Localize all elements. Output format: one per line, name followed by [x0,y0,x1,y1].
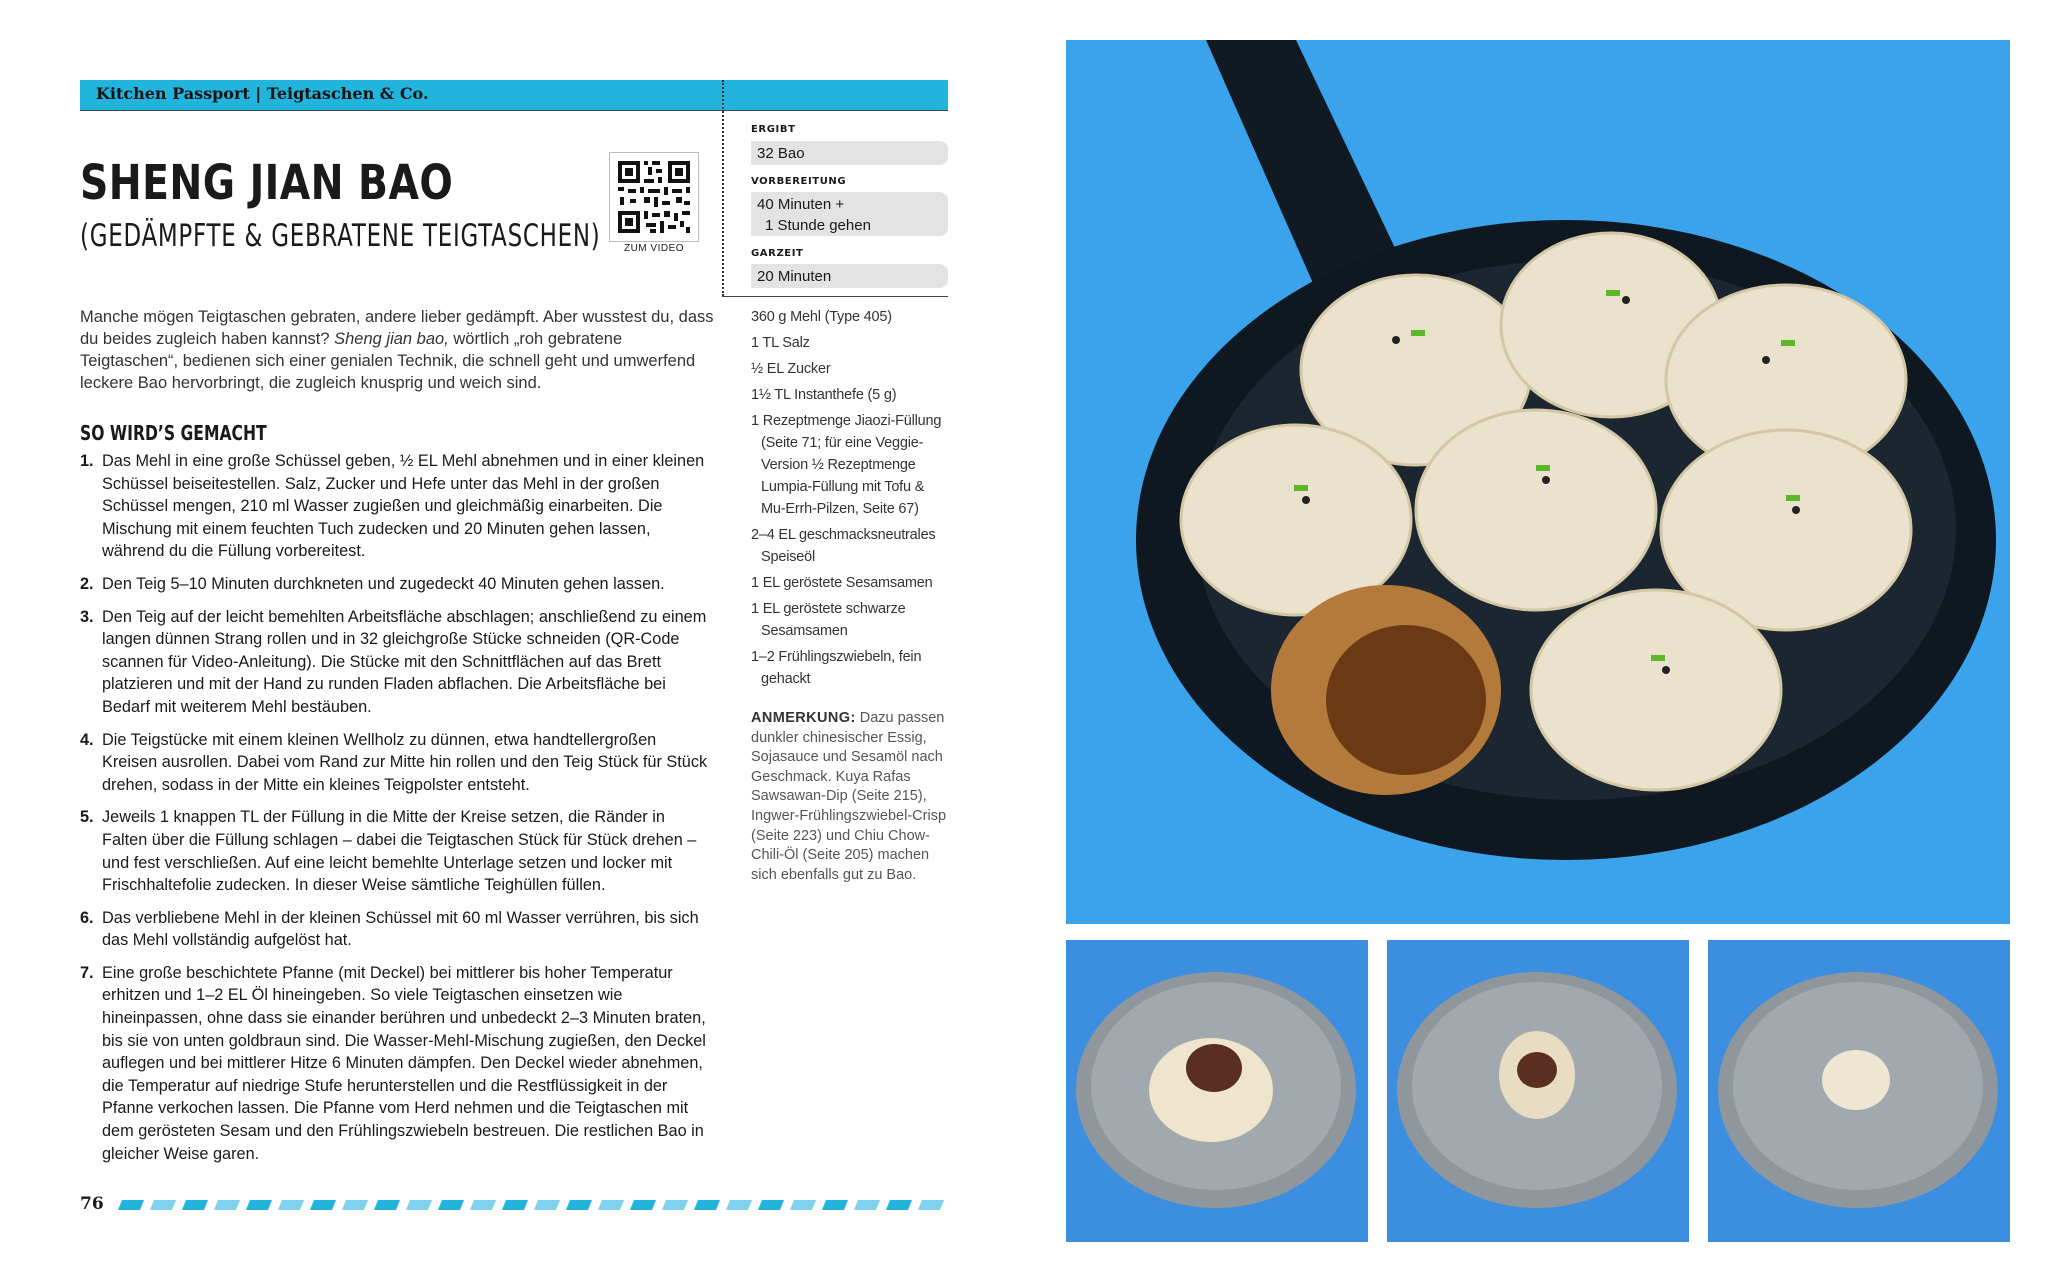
step-item [80,606,714,719]
intro-text-2: wörtlich „roh gebratene Teigtaschen“, bedienen sich einer genialen Technik, die schnell geht und umwerfend leckere Bao hervorbringt, die zugleich knusprig und weich sind. [80,330,696,392]
step-number: 3. [80,607,94,626]
step-text: Die Teigstücke mit einem kleinen Wellholz zu dünnen, etwa handtellergroßen Kreisen ausrollen. Dabei vom Rand zur Mitte hin rollen und den Teig Stück für Stück drehen, sodass in der Mitte ein kleines Teigpolster entsteht. [102,730,708,794]
ingredient-item: 1–2 Frühlingszwiebeln, fein gehackt [751,649,922,687]
step-photo-closed-bao [1708,940,2010,1242]
recipe-title: SHENG JIAN BAO [80,155,454,211]
meta-divider [722,80,724,296]
yield-label: ERGIBT [751,124,796,135]
qr-code[interactable] [609,152,699,242]
step-number: 1. [80,452,94,470]
method-steps [80,450,714,1175]
plate-folding-image [1387,940,1689,1242]
ingredient-item: 1 Rezeptmenge Jiaozi-Füllung (Seite 71; für eine Veggie-Version ½ Rezeptmenge Lumpia-Füllung mit Tofu & Mu-Errh-Pilzen, Seite 67) [751,413,942,517]
ingredient-item: 1½ TL Instanthefe (5 g) [751,387,897,403]
step-item [80,962,714,1165]
step-number: 7. [80,963,94,982]
qr-code-icon [610,153,698,241]
step-text: Das verbliebene Mehl in der kleinen Schüssel mit 60 ml Wasser verrühren, bis sich das Mehl vollständig aufgelöst hat. [102,908,699,950]
ingredient-item: 360 g Mehl (Type 405) [751,309,892,325]
step-item [80,806,714,896]
pan-with-bao-image [1066,40,2010,924]
step-number: 6. [80,908,94,927]
step-text: Den Teig 5–10 Minuten durchkneten und zugedeckt 40 Minuten gehen lassen. [102,574,665,593]
meta-bottom-rule [722,296,948,297]
step-item [80,729,714,797]
cook-label: GARZEIT [751,248,804,259]
cook-value: 20 Minuten [751,264,948,288]
ingredient-item: ½ EL Zucker [751,361,831,377]
ingredient-item: 1 EL geröstete schwarze Sesamsamen [751,601,906,639]
note-block [751,709,951,885]
step-photo-filling-on-dough [1066,940,1368,1242]
ingredient-item: 1 TL Salz [751,335,810,351]
plate-filling-image [1066,940,1368,1242]
footer-dash-rule [118,1200,948,1210]
prep-label: VORBEREITUNG [751,176,847,187]
note-text: Dazu passen dunkler chinesischer Essig, Sojasauce und Sesamöl nach Geschmack. Kuya Rafas Sawsawan-Dip (Seite 215), Ingwer-Frühlingszwiebel-Crisp (Seite 223) und Chiu Chow-Chili-Öl (Seite 205) machen sich ebenfalls gut zu Bao. [751,710,947,883]
note-label: ANMERKUNG: [751,710,856,726]
section-label: Kitchen Passport | Teigtaschen & Co. [96,84,429,103]
step-text: Jeweils 1 knappen TL der Füllung in die Mitte der Kreise setzen, die Ränder in Falten über die Füllung schlagen – dabei die Teigtaschen Stück für Stück drehen – und fest verschließen. Auf eine leicht bemehlte Unterlage setzen und locker mit Frischhaltefolie zudecken. In dieser Weise sämtliche Teighüllen füllen. [102,808,697,895]
header-rule [80,110,948,111]
step-item [80,450,714,563]
intro-text-1: Manche mögen Teigtaschen gebraten, andere lieber gedämpft. Aber wusstest du, dass du beides zugleich haben kannst? [80,308,714,348]
yield-value: 32 Bao [751,141,948,165]
recipe-subtitle: (GEDÄMPFTE & GEBRATENE TEIGTASCHEN) [80,218,601,254]
method-heading: SO WIRD’S GEMACHT [80,421,267,445]
intro-italic: Sheng jian bao, [334,330,449,348]
prep-value-line1: 40 Minuten + [757,196,845,213]
ingredient-item: 1 EL geröstete Sesamsamen [751,575,933,591]
main-photo-sheng-jian-bao [1066,40,2010,924]
step-item [80,907,714,952]
step-number: 5. [80,808,94,827]
intro-paragraph [80,306,714,394]
plate-closed-bao-image [1708,940,2010,1242]
page-number: 76 [80,1194,104,1214]
prep-value-line2: 1 Stunde gehen [765,217,871,234]
qr-label: ZUM VIDEO [623,243,685,254]
step-number: 2. [80,574,94,593]
step-photo-folding [1387,940,1689,1242]
step-item [80,573,714,596]
step-text: Den Teig auf der leicht bemehlten Arbeitsfläche abschlagen; anschließend zu einem langen dünnen Strang rollen und in 32 gleichgroße Stücke schneiden (QR-Code scannen für Video-Anleitung). Die Stücke mit den Schnittflächen auf das Brett platzieren und mit der Hand zu runden Fladen abflachen. Die Arbeitsfläche bei Bedarf mit weiterem Mehl bestäuben. [102,607,707,716]
ingredient-list [751,306,951,694]
step-text: Eine große beschichtete Pfanne (mit Deckel) bei mittlerer bis hoher Temperatur erhitzen und 1–2 EL Öl hineingeben. So viele Teigtaschen einsetzen wie hineinpassen, ohne dass sie einander berühren und unbedeckt 2–3 Minuten braten, bis sie von unten goldbraun sind. Die Wasser-Mehl-Mischung zugießen, den Deckel auflegen und bei mittlerer Hitze 6 Minuten dämpfen. Den Deckel wieder abnehmen, die Temperatur auf niedrige Stufe herunterstellen und die Restflüssigkeit in der Pfanne verkochen lassen. Die Pfanne vom Herd nehmen und die Teigtaschen mit dem gerösteten Sesam und den Frühlingszwiebeln bestreuen. Die restlichen Bao in gleicher Weise garen. [102,963,706,1163]
prep-value [751,192,948,236]
step-number: 4. [80,730,94,749]
ingredient-item: 2–4 EL geschmacksneutrales Speiseöl [751,527,936,565]
step-text: Das Mehl in eine große Schüssel geben, ½ EL Mehl abnehmen und in einer kleinen Schüssel beiseitestellen. Salz, Zucker und Hefe unter das Mehl in der großen Schüssel mengen, 210 ml Wasser zugießen und gleichmäßig einarbeiten. Die Mischung mit einem feuchten Tuch zudecken und 20 Minuten gehen lassen, während du die Füllung vorbereitest. [102,452,705,561]
